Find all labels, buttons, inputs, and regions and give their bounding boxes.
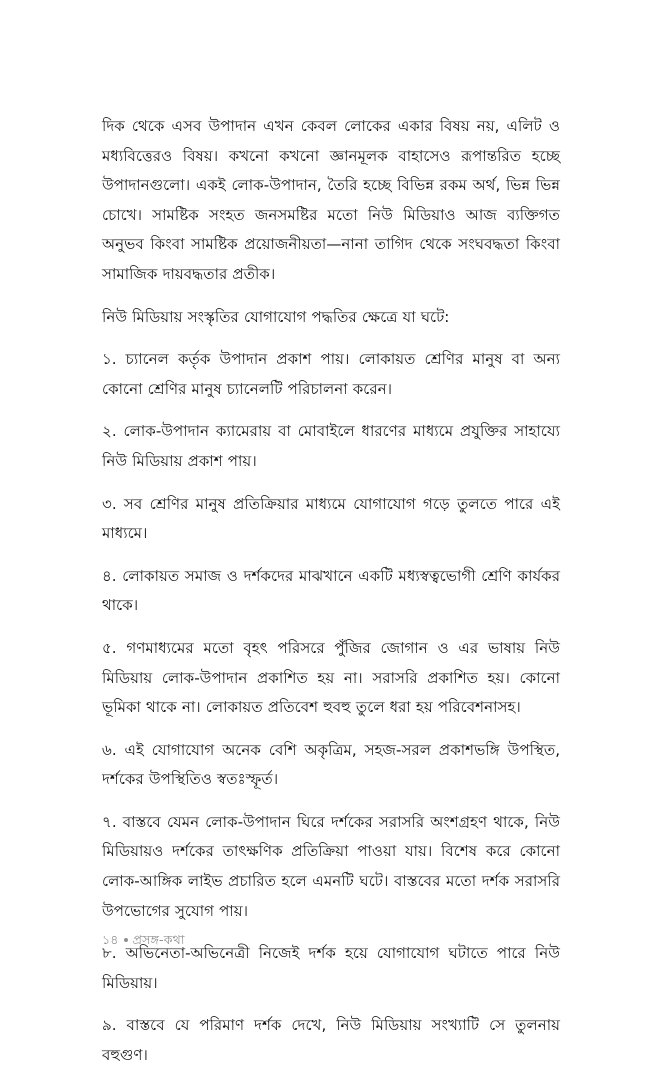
point-9: ৯. বাস্তবে যে পরিমাণ দর্শক দেখে, নিউ মিডিয়ায় সংখ্যাটি সে তুলনায় বহুগুণ।	[102, 1016, 560, 1065]
point-2: ২. লোক-উপাদান ক্যামেরায় বা মোবাইলে ধারণের মাধ্যমে প্রযুক্তির সাহায্যে নিউ মিডিয়ায় প্রকাশ পায়।	[102, 422, 560, 470]
point-6: ৬. এই যোগাযোগ অনেক বেশি অকৃত্রিম, সহজ-সরল প্রকাশভঙ্গি উপস্থিত, দর্শকের উপস্থিতিও স্বতঃস্ফূর্ত।	[102, 740, 560, 789]
point-1: ১. চ্যানেল কর্তৃক উপাদান প্রকাশ পায়। লোকায়ত শ্রেণির মানুষ বা অন্য কোনো শ্রেণির মানুষ চ্যানেলটি পরিচালনা করেন।	[102, 350, 560, 398]
intro-paragraph: দিক থেকে এসব উপাদান এখন কেবল লোকের একার বিষয় নয়, এলিট ও মধ্যবিত্তেরও বিষয়। কখনো কখনো জ্ঞানমূলক বাহাসেও রূপান্তরিত হচ্ছে উপাদানগুলো। একই লোক-উপাদান, তৈরি হচ্ছে বিভিন্ন রকম অর্থ, ভিন্ন ভিন্ন চোখে। সামষ্টিক সংহত জনসমষ্টির মতো নিউ মিডিয়াও আজ ব্যক্তিগত অনুভব কিংবা সামষ্টিক প্রয়োজনীয়তা—নানা তাগিদ থেকে সংঘবদ্ধতা কিংবা সামাজিক দায়বদ্ধতার প্রতীক।	[102, 117, 560, 283]
point-3: ৩. সব শ্রেণির মানুষ প্রতিক্রিয়ার মাধ্যমে যোগাযোগ গড়ে তুলতে পারে এই মাধ্যমে।	[102, 494, 560, 543]
point-4: ৪. লোকায়ত সমাজ ও দর্শকদের মাঝখানে একটি মধ্যস্বত্বভোগী শ্রেণি কার্যকর থাকে।	[102, 566, 560, 615]
page-number: ১৪	[102, 932, 119, 947]
point-8: ৮. অভিনেতা-অভিনেত্রী নিজেই দর্শক হয়ে যোগাযোগ ঘটাতে পারে নিউ মিডিয়ায়।	[102, 944, 560, 992]
point-7: ৭. বাস্তবে যেমন লোক-উপাদান ঘিরে দর্শকের সরাসরি অংশগ্রহণ থাকে, নিউ মিডিয়ায়ও দর্শকের তাৎক্ষণিক প্রতিক্রিয়া পাওয়া যায়। বিশেষ করে কোনো লোক-আঙ্গিক লাইভ প্রচারিত হলে এমনটি ঘটে। বাস্তবের মতো দর্শক সরাসরি উপভোগের সুযোগ পায়।	[102, 812, 560, 920]
running-title: প্রসঙ্গ-কথা	[132, 932, 185, 947]
bullet-separator-icon	[124, 938, 128, 942]
point-5: ৫. গণমাধ্যমের মতো বৃহৎ পরিসরে পুঁজির জোগান ও এর ভাষায় নিউ মিডিয়ায় লোক-উপাদান প্রকাশিত হয় না। সরাসরি প্রকাশিত হয়। কোনো ভূমিকা থাকে না। লোকায়ত প্রতিবেশ হুবহু তুলে ধরা হয় পরিবেশনাসহ।	[102, 638, 560, 717]
page-footer	[102, 932, 185, 948]
list-lead-in: নিউ মিডিয়ায় সংস্কৃতির যোগাযোগ পদ্ধতির ক্ষেত্রে যা ঘটে:	[102, 307, 450, 326]
